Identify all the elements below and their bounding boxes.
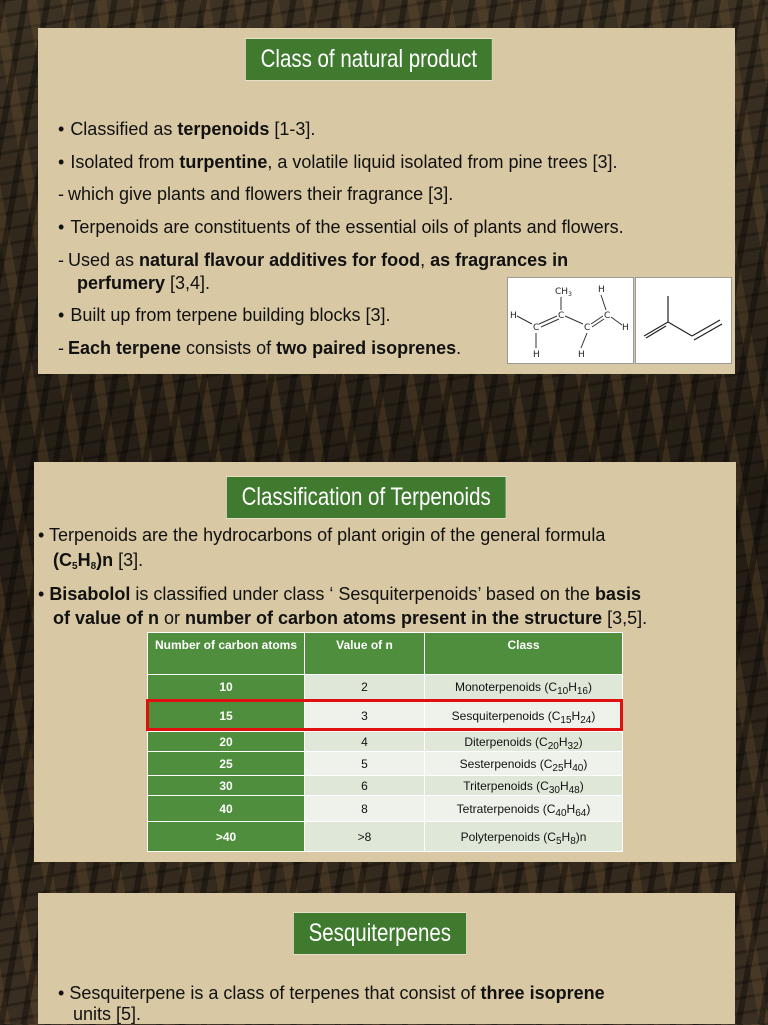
header-carbon-atoms: Number of carbon atoms [148,633,305,675]
bullet-text-part: turpentine [179,152,268,172]
slide-1-bullet-7 [58,337,461,359]
table-row [148,776,623,796]
cell-class: Polyterpenoids $(C_5H_8)n$ [425,822,623,852]
label-h-right: H [622,323,629,333]
cell-value-n: 2 [305,675,425,700]
slide-1-bullet-4 [58,249,568,271]
slide-2-para-1-line-1: • Terpenoids are the hydrocarbons of plant origin of the general formula [38,525,606,545]
table-row [148,752,623,776]
label-ch3: $CH_3$ [555,287,572,298]
label-c3: C [584,323,591,333]
table-row [148,732,623,752]
isoprene-skeletal-svg [636,278,731,363]
isoprene-structure-svg [508,278,633,363]
cell-value-n: 5 [305,752,425,776]
bullet-text-part: Isolated from [70,152,180,172]
cell-value-n: >8 [305,822,425,852]
bullet-text-part: Classified as [70,119,178,139]
bullet-text-part: [3,4]. [165,273,211,293]
header-value-n: Value of n [305,633,425,675]
bullet-marker: - [58,250,64,270]
label-h-top-right: H [598,285,605,295]
bullet-text-part: Built up from terpene building blocks [3]. [70,305,391,325]
bullet-marker: • [58,119,65,139]
slide-1-bullet-1 [58,151,618,173]
cell-value-n: 6 [305,776,425,796]
bullet-text-part: consists of [181,338,277,358]
isoprene-structural-formula [507,277,634,364]
bullet-text-part: which give plants and flowers their fragrance [3]. [68,184,454,204]
label-c1: C [533,323,540,333]
isoprene-skeletal-formula [635,277,732,364]
slide-1-bullet-6 [58,304,391,326]
slide-3-title: Sesquiterpenes [293,912,467,955]
bullet-marker: • [58,152,65,172]
cell-class: Sesterpenoids $(C_{25}H_{40})$ [425,752,623,776]
label-c2: C [558,311,565,321]
bullet-text-part: natural flavour additives for food [139,250,421,270]
table-row [148,796,623,822]
label-h-bottom-left: H [533,350,540,360]
terpenoid-classification-table [147,632,623,852]
slide-1-bullet-0 [58,118,315,140]
bullet-marker: - [58,338,64,358]
label-h-left: H [510,311,517,321]
bullet-text-part: terpenoids [177,119,270,139]
slide-2-para-1-line-2: $(C_5H_8)n$ [3]. [53,550,144,572]
bullet-text-part: Terpenoids are constituents of the essential oils of plants and flowers. [70,217,624,237]
bullet-text-part: two paired isoprenes [276,338,457,358]
slide-2-para-2-line-1: • Bisabolol is classified under class ‘ Sesquiterpenoids’ based on the basis [38,584,641,604]
label-h-bottom-mid: H [578,350,585,360]
slide-3-line-2: units [5]. [73,1004,142,1024]
bullet-marker: • [58,305,65,325]
bullet-text-part: , [420,250,431,270]
cell-carbon-atoms: 40 [148,796,305,822]
header-class: Class [425,633,623,675]
cell-class: Diterpenoids $(C_{20}H_{32})$ [425,732,623,752]
cell-class: Tetraterpenoids $(C_{40}H_{64})$ [425,796,623,822]
slide-1-bullet-5 [77,272,210,294]
slide-1-bullet-2 [58,183,453,205]
table-row [148,675,623,700]
bullet-text-part: . [456,338,462,358]
cell-carbon-atoms: >40 [148,822,305,852]
bullet-text-part: Each terpene [68,338,182,358]
cell-value-n: 8 [305,796,425,822]
bullet-marker: • [58,217,65,237]
cell-value-n: 3 [305,700,425,732]
slide-1-title: Class of natural product [245,38,493,81]
slide-2-para-2-line-2: of value of n or number of carbon atoms present in the structure [3,5]. [53,608,648,628]
bullet-marker: - [58,184,64,204]
bullet-text-part: , a volatile liquid isolated from pine trees [3]. [267,152,618,172]
cell-carbon-atoms: 20 [148,732,305,752]
cell-carbon-atoms: 25 [148,752,305,776]
bullet-text-part: Used as [68,250,140,270]
bullet-text-part: [1-3]. [269,119,316,139]
cell-class: Triterpenoids $(C_{30}H_{48})$ [425,776,623,796]
slide-3-line-1: • Sesquiterpene is a class of terpenes that consist of three isoprene [58,983,605,1003]
sesquiterpenoid-row-highlight [146,699,623,731]
cell-carbon-atoms: 15 [148,700,305,732]
bullet-text-part: perfumery [77,273,166,293]
cell-carbon-atoms: 10 [148,675,305,700]
cell-value-n: 4 [305,732,425,752]
cell-class: Sesquiterpenoids $(C_{15}H_{24})$ [425,700,623,732]
table-row [148,822,623,852]
slide-1-bullet-3 [58,216,624,238]
label-c4: C [604,311,611,321]
bullet-text-part: as fragrances in [430,250,569,270]
cell-carbon-atoms: 30 [148,776,305,796]
slide-2-title: Classification of Terpenoids [226,476,506,519]
table-header-row [148,633,623,675]
cell-class: Monoterpenoids $(C_{10}H_{16})$ [425,675,623,700]
